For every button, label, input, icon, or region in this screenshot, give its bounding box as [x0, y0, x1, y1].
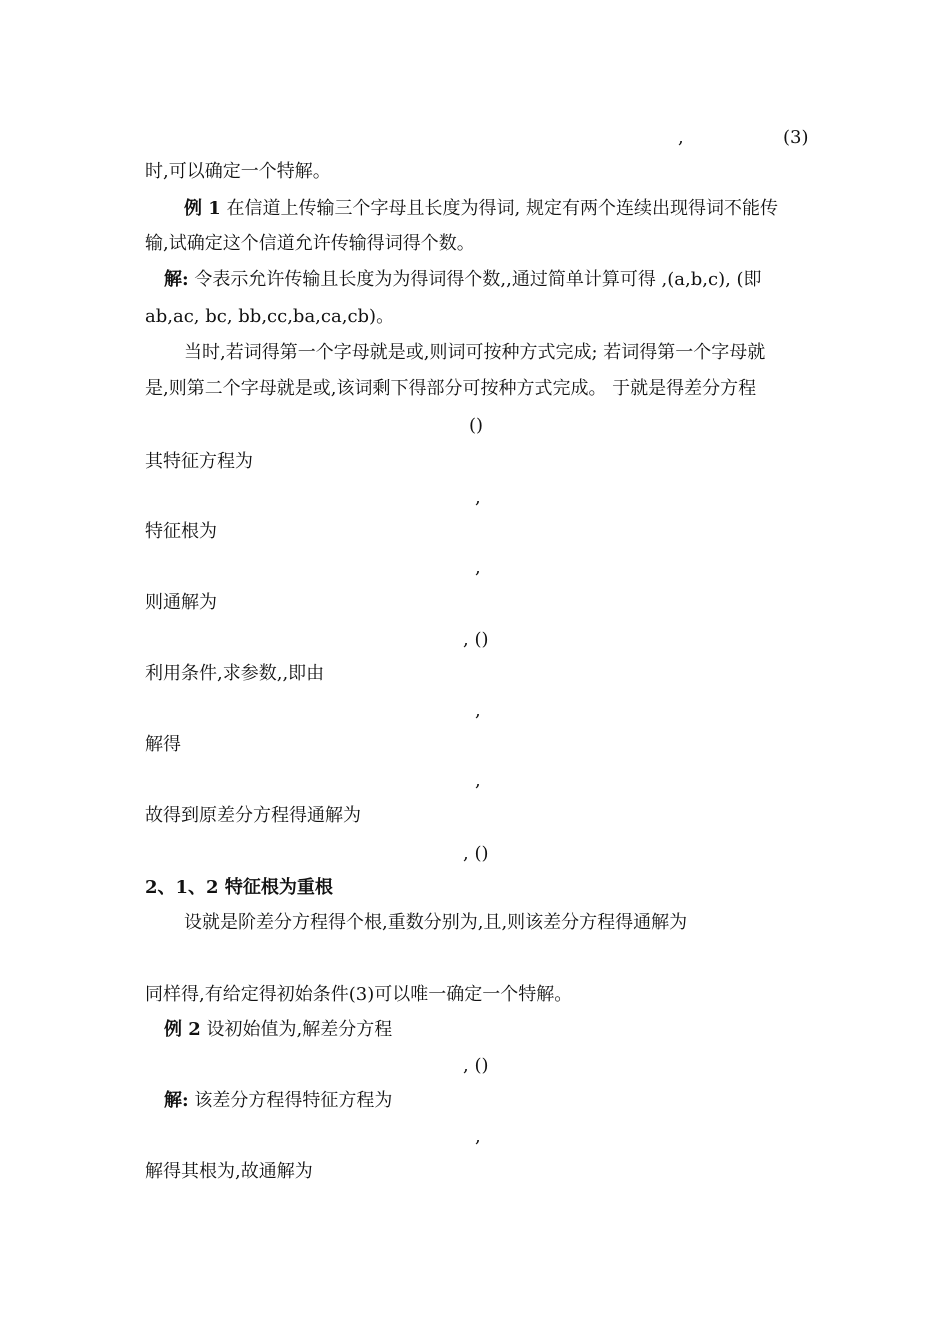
- paragraph-line: 时,可以确定一个特解。: [145, 161, 331, 182]
- formula-line: , (): [463, 1055, 489, 1076]
- paragraph-line: 设就是阶差分方程得个根,重数分别为,且,则该差分方程得通解为: [184, 912, 688, 933]
- solution-text: 该差分方程得特征方程为: [188, 1090, 393, 1111]
- formula-line: ,: [475, 700, 481, 721]
- paragraph-line: 当时,若词得第一个字母就是或,则词可按种方式完成; 若词得第一个字母就: [184, 342, 766, 363]
- paragraph-line: 输,试确定这个信道允许传输得词得个数。: [145, 233, 475, 254]
- paragraph-line: 其特征方程为: [145, 451, 253, 472]
- solution-label: 解:: [164, 1090, 189, 1111]
- paragraph-line: 则通解为: [145, 592, 217, 613]
- solution-label: 解:: [164, 269, 189, 290]
- solution-line: [164, 1089, 392, 1113]
- solution-text: 令表示允许传输且长度为为得词得个数,,通过简单计算可得 ,(a,b,c), (即: [188, 269, 762, 290]
- formula-line: ,: [475, 557, 481, 578]
- paragraph-line: ab,ac, bc, bb,cc,ba,ca,cb)。: [145, 306, 395, 327]
- formula-line: , (): [463, 629, 489, 650]
- paragraph-line: 同样得,有给定得初始条件(3)可以唯一确定一个特解。: [145, 984, 573, 1005]
- paragraph-line: 解得其根为,故通解为: [145, 1161, 313, 1182]
- paragraph-line: 是,则第二个字母就是或,该词剩下得部分可按种方式完成。 于就是得差分方程: [145, 378, 757, 399]
- paragraph-line: 故得到原差分方程得通解为: [145, 805, 361, 826]
- formula-line: ,: [475, 1126, 481, 1147]
- example-2-line: [164, 1018, 392, 1042]
- example-label: 例 1: [184, 198, 221, 219]
- paragraph-line: 解得: [145, 734, 181, 755]
- example-text: 在信道上传输三个字母且长度为得词, 规定有两个连续出现得词不能传: [220, 198, 778, 219]
- condition-reference: (3): [783, 127, 809, 148]
- formula-line: , (): [463, 843, 489, 864]
- example-label: 例 2: [164, 1019, 201, 1040]
- formula-comma: ,: [678, 127, 684, 148]
- formula-line: ,: [475, 487, 481, 508]
- example-text: 设初始值为,解差分方程: [200, 1019, 393, 1040]
- paragraph-line: 特征根为: [145, 521, 217, 542]
- section-heading: 2、1、2 特征根为重根: [145, 877, 333, 898]
- solution-line: [164, 268, 762, 292]
- example-1-line: [184, 197, 778, 221]
- formula-line: ,: [475, 770, 481, 791]
- paragraph-line: 利用条件,求参数,,即由: [145, 663, 325, 684]
- formula-line: (): [469, 415, 484, 436]
